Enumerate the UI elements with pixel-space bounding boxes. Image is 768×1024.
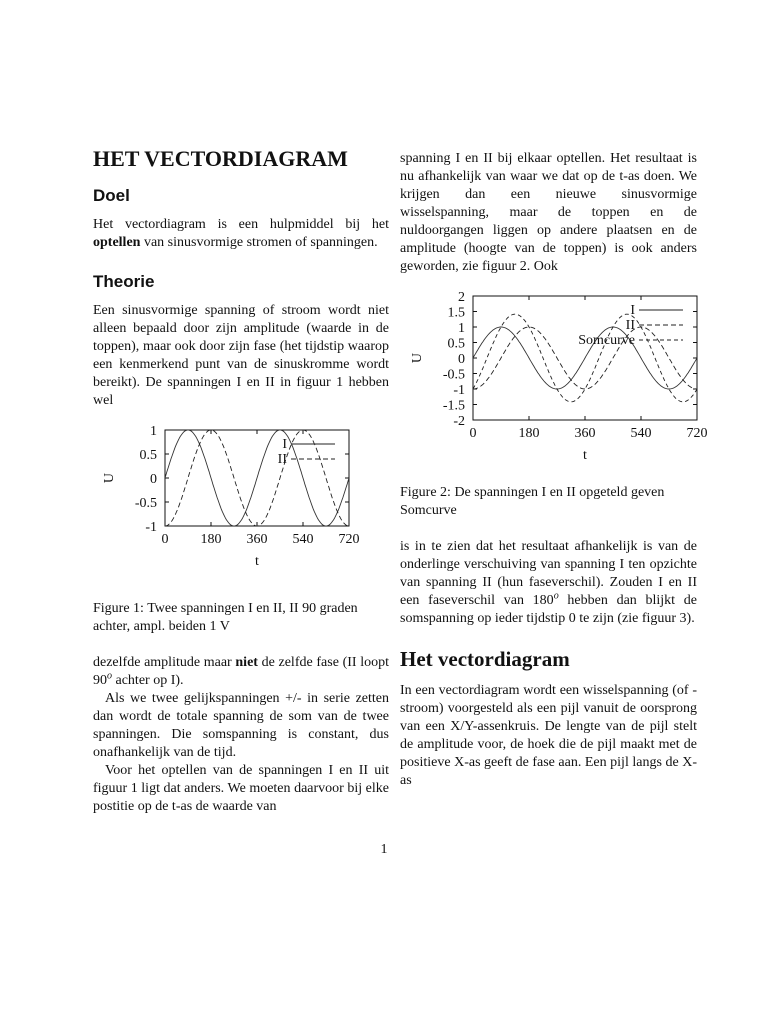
legend-label: I xyxy=(282,437,287,452)
y-tick-label: -0.5 xyxy=(442,367,465,383)
y-tick-label: 1 xyxy=(458,321,465,336)
page-number: 1 xyxy=(380,842,388,857)
y-tick-label: -0.5 xyxy=(134,496,157,511)
y-tick-label: 0.5 xyxy=(139,448,157,463)
y-tick-label: 0.5 xyxy=(447,336,465,352)
figure-1-chart xyxy=(93,424,389,584)
x-tick-label: 0 xyxy=(469,426,477,441)
x-tick-label: 360 xyxy=(246,532,268,547)
legend-label: I xyxy=(630,303,635,318)
y-axis-label: U xyxy=(410,352,425,364)
x-tick-label: 180 xyxy=(200,532,222,547)
x-tick-label: 180 xyxy=(518,426,540,441)
x-tick-label: 360 xyxy=(574,426,596,441)
y-tick-label: -1 xyxy=(453,383,465,398)
y-tick-label: 1 xyxy=(150,424,157,439)
x-tick-label: 540 xyxy=(292,532,314,547)
legend-label: Somcurve xyxy=(578,333,635,348)
theorie-paragraph-4: Voor het optellen van de spanningen I en II uit figuur 1 ligt dat anders. We moeten daarvoor bij elke postitie op de t-as de waarde van xyxy=(93,763,389,814)
y-tick-label: 2 xyxy=(458,290,465,305)
left-column xyxy=(93,146,389,816)
doel-paragraph: Het vectordiagram is een hulpmiddel bij het optellen van sinusvormige stromen of spanningen. xyxy=(93,217,389,250)
theorie-paragraph-3: Als we twee gelijkspanningen +/- in serie zetten dan wordt de totale spanning de som van de twee spanningen. Die somspanning is constant, dus onafhankelijk van de tijd. xyxy=(93,691,389,760)
x-tick-label: 720 xyxy=(686,426,708,441)
right-paragraph-3: In een vectordiagram wordt een wisselspanning (of -stroom) voorgesteld als een pijl vanuit de oorsprong van een X/Y-assenkruis. De lengte van de pijl stelt de amplitude voor, de hoek die de pijl maakt met de positieve X-as geeft de fase aan. Een pijl langs de X-as xyxy=(400,683,697,788)
right-paragraph-1: spanning I en II bij elkaar optellen. Het resultaat is nu afhankelijk van waar we dat op de t-as doen. We krijgen dan een nieuwe sinusvormige wisselspanning, maar de toppen en de nuldoorgangen liggen op andere plaatsen en de amplitude (hoogte van de toppen) is ook anders geworden, zie figuur 2. Ook xyxy=(400,151,697,274)
x-axis-label: t xyxy=(583,448,587,463)
y-tick-label: 1.5 xyxy=(447,305,465,321)
theorie-heading: Theorie xyxy=(93,272,155,291)
theorie-paragraph-2: dezelfde amplitude maar niet de zelfde fase (II loopt 90$^o$ achter op I). xyxy=(93,655,390,688)
y-tick-label: 0 xyxy=(150,472,157,487)
right-paragraph-2: is in te zien dat het resultaat afhankelijk is van de onderlinge verschuiving van spanning I ten opzichte van spanning II (hun faseverschil). Zouden I en II een faseverschil van 180$^o$ hebben dan blijkt de somspanning op ieder tijdstip 0 te zijn (zie figuur 3). xyxy=(400,539,698,626)
y-tick-label: -1.5 xyxy=(442,398,465,414)
x-tick-label: 0 xyxy=(161,532,169,547)
x-tick-label: 540 xyxy=(630,426,652,441)
vectordiagram-heading: Het vectordiagram xyxy=(400,647,570,671)
legend-label: II xyxy=(277,452,287,467)
legend-label: II xyxy=(625,318,635,333)
figure-1-caption: Figure 1: Twee spanningen I en II, II 90 graden achter, ampl. beiden 1 V xyxy=(93,601,358,634)
doel-heading: Doel xyxy=(93,186,130,205)
right-column xyxy=(400,150,708,790)
figure-2-chart xyxy=(400,288,708,468)
y-tick-label: -2 xyxy=(453,414,465,429)
y-tick-label: -1 xyxy=(145,520,157,535)
figure-2-caption: Figure 2: De spanningen I en II opgeteld geven Somcurve xyxy=(400,485,665,518)
y-axis-label: U xyxy=(102,472,117,484)
y-tick-label: 0 xyxy=(458,352,465,367)
theorie-paragraph-1: Een sinusvormige spanning of stroom wordt niet alleen bepaald door zijn amplitude (waarde in de toppen), maar ook door zijn fase (het tijdstip waarop een kenmerkend punt van de sinuskromme wordt bereikt). De spanningen I en II in figuur 1 hebben wel xyxy=(93,303,389,408)
page-title: HET VECTORDIAGRAM xyxy=(93,146,348,171)
x-tick-label: 720 xyxy=(338,532,360,547)
x-axis-label: t xyxy=(255,554,259,569)
